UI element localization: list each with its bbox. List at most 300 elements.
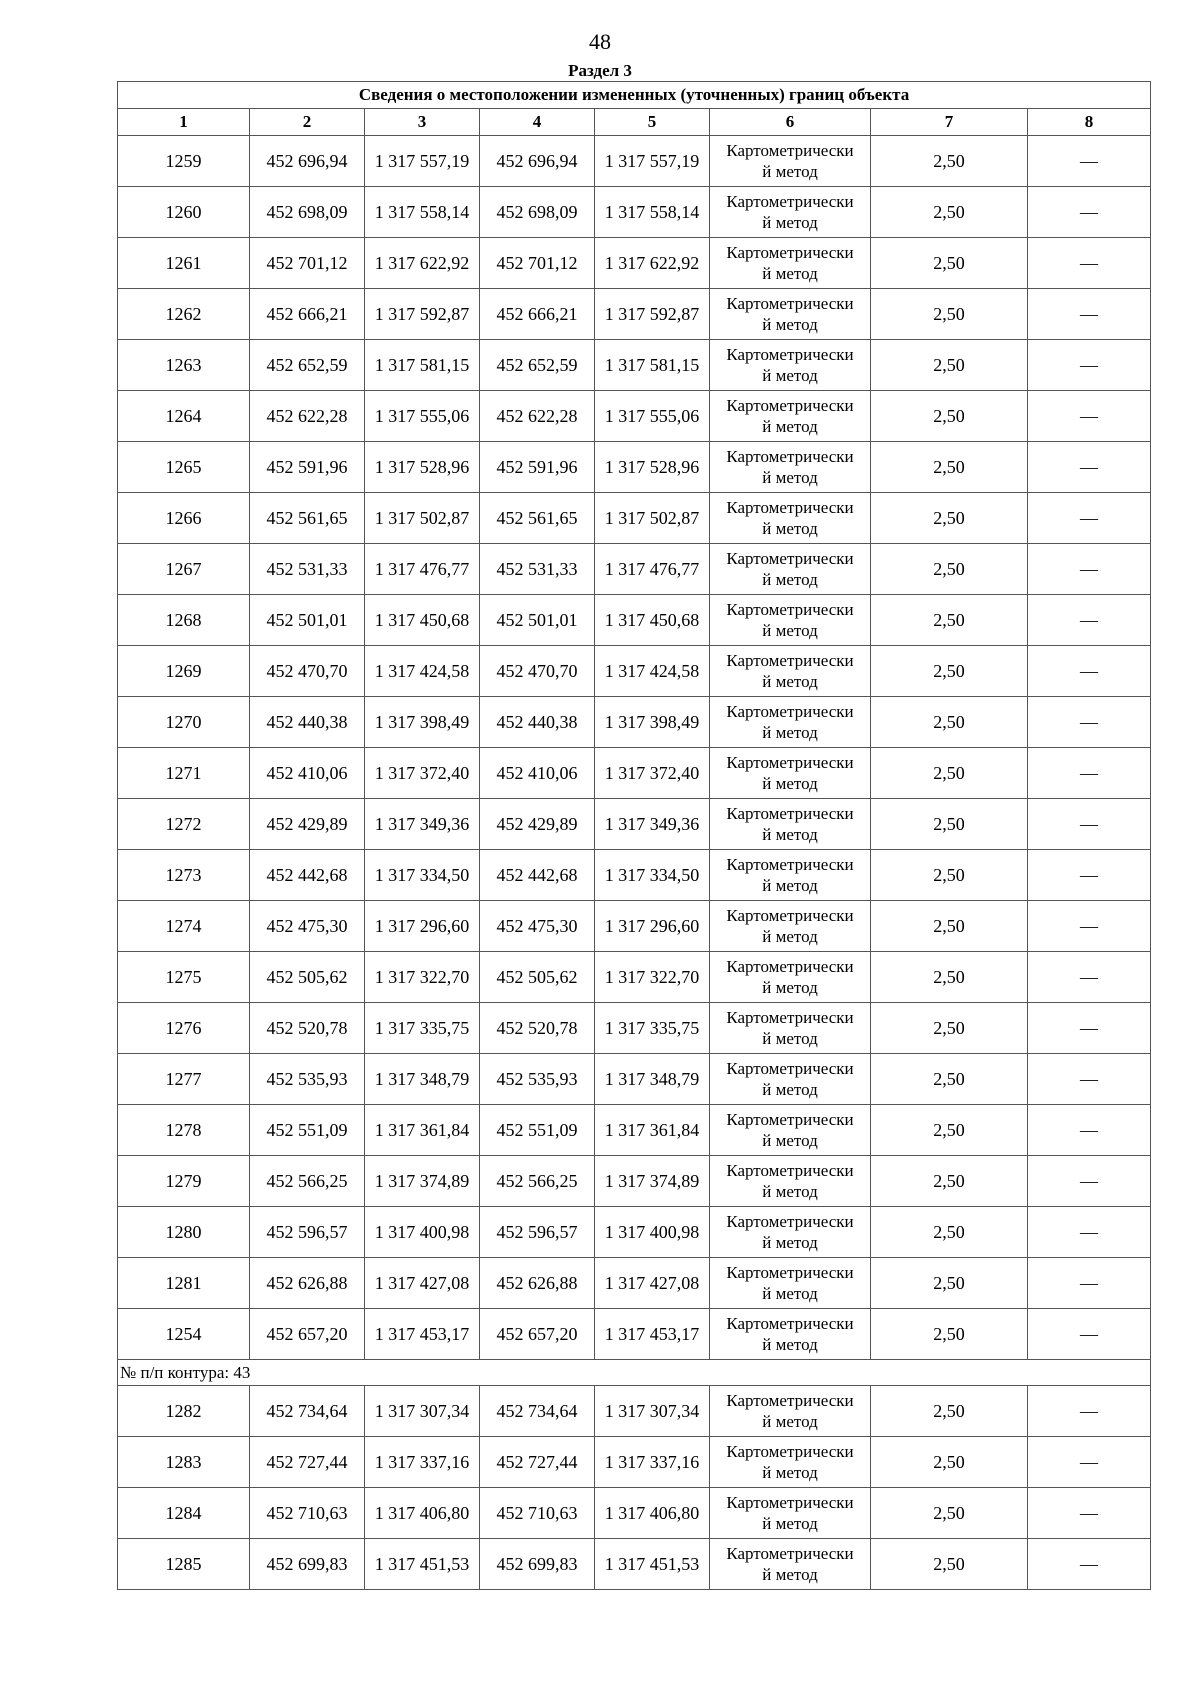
- cell-x-refined: 452 551,09: [480, 1105, 595, 1156]
- cell-accuracy: 2,50: [871, 1207, 1028, 1258]
- cell-accuracy: 2,50: [871, 952, 1028, 1003]
- table-row: [118, 1105, 1151, 1156]
- cell-x-existing: 452 699,83: [250, 1539, 365, 1590]
- method-line-2: й метод: [762, 1335, 818, 1354]
- table-row: [118, 136, 1151, 187]
- cell-description: —: [1028, 289, 1151, 340]
- cell-y-refined: 1 317 557,19: [595, 136, 710, 187]
- cell-accuracy: 2,50: [871, 697, 1028, 748]
- cell-y-refined: 1 317 622,92: [595, 238, 710, 289]
- cell-x-existing: 452 696,94: [250, 136, 365, 187]
- table-row: [118, 697, 1151, 748]
- method-line-1: Картометрически: [726, 651, 854, 670]
- contour-row: [118, 1360, 1151, 1386]
- cell-method: [710, 1207, 871, 1258]
- cell-description: —: [1028, 187, 1151, 238]
- cell-y-existing: 1 317 528,96: [365, 442, 480, 493]
- method-line-1: Картометрически: [726, 243, 854, 262]
- cell-method: [710, 1539, 871, 1590]
- cell-accuracy: 2,50: [871, 1437, 1028, 1488]
- cell-x-refined: 452 652,59: [480, 340, 595, 391]
- method-line-2: й метод: [762, 519, 818, 538]
- cell-y-existing: 1 317 557,19: [365, 136, 480, 187]
- cell-method: [710, 238, 871, 289]
- cell-point-number: 1264: [118, 391, 250, 442]
- cell-description: —: [1028, 646, 1151, 697]
- column-number: 3: [365, 109, 480, 136]
- cell-point-number: 1272: [118, 799, 250, 850]
- cell-accuracy: 2,50: [871, 748, 1028, 799]
- cell-x-existing: 452 566,25: [250, 1156, 365, 1207]
- column-number: 2: [250, 109, 365, 136]
- method-line-1: Картометрически: [726, 1544, 854, 1563]
- cell-description: —: [1028, 1156, 1151, 1207]
- cell-x-existing: 452 501,01: [250, 595, 365, 646]
- cell-x-refined: 452 531,33: [480, 544, 595, 595]
- cell-x-refined: 452 429,89: [480, 799, 595, 850]
- method-line-2: й метод: [762, 570, 818, 589]
- cell-x-refined: 452 505,62: [480, 952, 595, 1003]
- cell-y-existing: 1 317 398,49: [365, 697, 480, 748]
- cell-y-existing: 1 317 453,17: [365, 1309, 480, 1360]
- cell-y-existing: 1 317 335,75: [365, 1003, 480, 1054]
- method-line-2: й метод: [762, 1029, 818, 1048]
- cell-point-number: 1267: [118, 544, 250, 595]
- cell-method: [710, 1488, 871, 1539]
- cell-x-refined: 452 710,63: [480, 1488, 595, 1539]
- method-line-1: Картометрически: [726, 345, 854, 364]
- table-row: [118, 1386, 1151, 1437]
- cell-accuracy: 2,50: [871, 1156, 1028, 1207]
- cell-method: [710, 289, 871, 340]
- cell-description: —: [1028, 544, 1151, 595]
- cell-x-refined: 452 440,38: [480, 697, 595, 748]
- cell-method: [710, 1003, 871, 1054]
- cell-point-number: 1280: [118, 1207, 250, 1258]
- table-row: [118, 901, 1151, 952]
- method-line-1: Картометрически: [726, 141, 854, 160]
- cell-x-existing: 452 429,89: [250, 799, 365, 850]
- cell-x-refined: 452 734,64: [480, 1386, 595, 1437]
- method-line-1: Картометрически: [726, 396, 854, 415]
- method-line-1: Картометрически: [726, 447, 854, 466]
- method-line-2: й метод: [762, 1284, 818, 1303]
- cell-method: [710, 799, 871, 850]
- cell-x-refined: 452 535,93: [480, 1054, 595, 1105]
- cell-y-refined: 1 317 453,17: [595, 1309, 710, 1360]
- cell-method: [710, 1386, 871, 1437]
- cell-x-refined: 452 657,20: [480, 1309, 595, 1360]
- table-row: [118, 799, 1151, 850]
- cell-method: [710, 442, 871, 493]
- table-row: [118, 1258, 1151, 1309]
- method-line-1: Картометрически: [726, 1442, 854, 1461]
- column-number: 1: [118, 109, 250, 136]
- cell-method: [710, 187, 871, 238]
- method-line-2: й метод: [762, 672, 818, 691]
- table-caption: Сведения о местоположении измененных (уточненных) границ объекта: [118, 82, 1151, 109]
- cell-description: —: [1028, 493, 1151, 544]
- cell-y-existing: 1 317 372,40: [365, 748, 480, 799]
- method-line-1: Картометрически: [726, 1493, 854, 1512]
- cell-x-existing: 452 734,64: [250, 1386, 365, 1437]
- cell-y-existing: 1 317 307,34: [365, 1386, 480, 1437]
- cell-y-refined: 1 317 322,70: [595, 952, 710, 1003]
- cell-x-existing: 452 561,65: [250, 493, 365, 544]
- cell-accuracy: 2,50: [871, 799, 1028, 850]
- cell-x-existing: 452 470,70: [250, 646, 365, 697]
- cell-x-existing: 452 520,78: [250, 1003, 365, 1054]
- method-line-1: Картометрически: [726, 702, 854, 721]
- cell-y-existing: 1 317 581,15: [365, 340, 480, 391]
- table-row: [118, 1156, 1151, 1207]
- column-number: 6: [710, 109, 871, 136]
- method-line-1: Картометрически: [726, 1263, 854, 1282]
- cell-method: [710, 493, 871, 544]
- table-row: [118, 289, 1151, 340]
- table-row: [118, 1539, 1151, 1590]
- cell-description: —: [1028, 748, 1151, 799]
- cell-description: —: [1028, 952, 1151, 1003]
- cell-method: [710, 1054, 871, 1105]
- cell-accuracy: 2,50: [871, 136, 1028, 187]
- cell-x-existing: 452 657,20: [250, 1309, 365, 1360]
- cell-accuracy: 2,50: [871, 1309, 1028, 1360]
- cell-x-existing: 452 551,09: [250, 1105, 365, 1156]
- cell-y-existing: 1 317 558,14: [365, 187, 480, 238]
- cell-y-existing: 1 317 400,98: [365, 1207, 480, 1258]
- cell-accuracy: 2,50: [871, 1105, 1028, 1156]
- cell-method: [710, 595, 871, 646]
- table-row: [118, 646, 1151, 697]
- cell-point-number: 1282: [118, 1386, 250, 1437]
- cell-x-refined: 452 520,78: [480, 1003, 595, 1054]
- table-row: [118, 1309, 1151, 1360]
- cell-method: [710, 901, 871, 952]
- cell-point-number: 1275: [118, 952, 250, 1003]
- cell-y-refined: 1 317 398,49: [595, 697, 710, 748]
- cell-y-existing: 1 317 451,53: [365, 1539, 480, 1590]
- cell-point-number: 1263: [118, 340, 250, 391]
- cell-y-refined: 1 317 558,14: [595, 187, 710, 238]
- cell-x-refined: 452 666,21: [480, 289, 595, 340]
- cell-description: —: [1028, 1105, 1151, 1156]
- cell-x-existing: 452 535,93: [250, 1054, 365, 1105]
- table-row: [118, 1488, 1151, 1539]
- cell-accuracy: 2,50: [871, 1539, 1028, 1590]
- cell-y-refined: 1 317 476,77: [595, 544, 710, 595]
- cell-point-number: 1271: [118, 748, 250, 799]
- table-caption-row: [118, 82, 1151, 109]
- cell-x-refined: 452 442,68: [480, 850, 595, 901]
- cell-y-refined: 1 317 337,16: [595, 1437, 710, 1488]
- cell-y-refined: 1 317 502,87: [595, 493, 710, 544]
- cell-y-refined: 1 317 406,80: [595, 1488, 710, 1539]
- method-line-1: Картометрически: [726, 1314, 854, 1333]
- cell-accuracy: 2,50: [871, 1258, 1028, 1309]
- cell-point-number: 1278: [118, 1105, 250, 1156]
- method-line-1: Картометрически: [726, 906, 854, 925]
- method-line-2: й метод: [762, 315, 818, 334]
- cell-x-existing: 452 440,38: [250, 697, 365, 748]
- method-line-1: Картометрически: [726, 294, 854, 313]
- method-line-2: й метод: [762, 978, 818, 997]
- cell-x-refined: 452 701,12: [480, 238, 595, 289]
- cell-description: —: [1028, 1309, 1151, 1360]
- cell-x-existing: 452 442,68: [250, 850, 365, 901]
- method-line-1: Картометрически: [726, 957, 854, 976]
- method-line-2: й метод: [762, 162, 818, 181]
- method-line-2: й метод: [762, 774, 818, 793]
- cell-method: [710, 952, 871, 1003]
- cell-y-refined: 1 317 555,06: [595, 391, 710, 442]
- cell-y-existing: 1 317 406,80: [365, 1488, 480, 1539]
- cell-point-number: 1260: [118, 187, 250, 238]
- column-number: 7: [871, 109, 1028, 136]
- table-row: [118, 1207, 1151, 1258]
- cell-x-existing: 452 710,63: [250, 1488, 365, 1539]
- cell-method: [710, 1156, 871, 1207]
- cell-y-existing: 1 317 334,50: [365, 850, 480, 901]
- cell-y-refined: 1 317 335,75: [595, 1003, 710, 1054]
- cell-description: —: [1028, 1054, 1151, 1105]
- method-line-2: й метод: [762, 213, 818, 232]
- cell-accuracy: 2,50: [871, 544, 1028, 595]
- method-line-2: й метод: [762, 1565, 818, 1584]
- cell-description: —: [1028, 442, 1151, 493]
- cell-description: —: [1028, 1386, 1151, 1437]
- cell-method: [710, 136, 871, 187]
- cell-point-number: 1259: [118, 136, 250, 187]
- cell-description: —: [1028, 136, 1151, 187]
- cell-point-number: 1277: [118, 1054, 250, 1105]
- cell-x-existing: 452 591,96: [250, 442, 365, 493]
- cell-y-existing: 1 317 424,58: [365, 646, 480, 697]
- cell-method: [710, 391, 871, 442]
- table-row: [118, 238, 1151, 289]
- cell-x-refined: 452 626,88: [480, 1258, 595, 1309]
- method-line-2: й метод: [762, 264, 818, 283]
- cell-point-number: 1281: [118, 1258, 250, 1309]
- cell-y-existing: 1 317 322,70: [365, 952, 480, 1003]
- cell-y-refined: 1 317 374,89: [595, 1156, 710, 1207]
- cell-accuracy: 2,50: [871, 391, 1028, 442]
- cell-method: [710, 850, 871, 901]
- contour-label: № п/п контура: 43: [118, 1360, 1151, 1386]
- cell-y-existing: 1 317 450,68: [365, 595, 480, 646]
- cell-x-existing: 452 698,09: [250, 187, 365, 238]
- cell-accuracy: 2,50: [871, 1488, 1028, 1539]
- cell-y-existing: 1 317 296,60: [365, 901, 480, 952]
- cell-y-refined: 1 317 451,53: [595, 1539, 710, 1590]
- cell-x-existing: 452 652,59: [250, 340, 365, 391]
- column-number: 4: [480, 109, 595, 136]
- cell-x-refined: 452 561,65: [480, 493, 595, 544]
- cell-method: [710, 544, 871, 595]
- cell-x-existing: 452 505,62: [250, 952, 365, 1003]
- cell-method: [710, 1309, 871, 1360]
- cell-description: —: [1028, 1003, 1151, 1054]
- cell-method: [710, 340, 871, 391]
- table-row: [118, 340, 1151, 391]
- cell-x-refined: 452 501,01: [480, 595, 595, 646]
- cell-y-refined: 1 317 427,08: [595, 1258, 710, 1309]
- cell-y-refined: 1 317 348,79: [595, 1054, 710, 1105]
- cell-accuracy: 2,50: [871, 187, 1028, 238]
- method-line-2: й метод: [762, 1412, 818, 1431]
- cell-point-number: 1285: [118, 1539, 250, 1590]
- cell-description: —: [1028, 1437, 1151, 1488]
- cell-point-number: 1283: [118, 1437, 250, 1488]
- cell-y-existing: 1 317 622,92: [365, 238, 480, 289]
- cell-point-number: 1269: [118, 646, 250, 697]
- method-line-2: й метод: [762, 417, 818, 436]
- cell-y-refined: 1 317 450,68: [595, 595, 710, 646]
- cell-x-existing: 452 475,30: [250, 901, 365, 952]
- cell-point-number: 1268: [118, 595, 250, 646]
- cell-point-number: 1276: [118, 1003, 250, 1054]
- table-row: [118, 187, 1151, 238]
- method-line-1: Картометрически: [726, 804, 854, 823]
- cell-y-existing: 1 317 555,06: [365, 391, 480, 442]
- method-line-1: Картометрически: [726, 498, 854, 517]
- column-numbers-row: [118, 109, 1151, 136]
- cell-y-refined: 1 317 424,58: [595, 646, 710, 697]
- method-line-1: Картометрически: [726, 753, 854, 772]
- cell-y-refined: 1 317 372,40: [595, 748, 710, 799]
- method-line-1: Картометрически: [726, 1059, 854, 1078]
- table-row: [118, 748, 1151, 799]
- cell-y-refined: 1 317 528,96: [595, 442, 710, 493]
- cell-description: —: [1028, 238, 1151, 289]
- cell-y-existing: 1 317 361,84: [365, 1105, 480, 1156]
- cell-y-refined: 1 317 334,50: [595, 850, 710, 901]
- cell-x-existing: 452 626,88: [250, 1258, 365, 1309]
- cell-y-refined: 1 317 349,36: [595, 799, 710, 850]
- cell-description: —: [1028, 799, 1151, 850]
- boundary-coordinates-table: [117, 81, 1151, 1590]
- cell-y-existing: 1 317 337,16: [365, 1437, 480, 1488]
- cell-method: [710, 748, 871, 799]
- cell-description: —: [1028, 1539, 1151, 1590]
- cell-y-existing: 1 317 592,87: [365, 289, 480, 340]
- cell-y-refined: 1 317 400,98: [595, 1207, 710, 1258]
- page-number: 48: [589, 29, 611, 54]
- cell-point-number: 1284: [118, 1488, 250, 1539]
- cell-accuracy: 2,50: [871, 595, 1028, 646]
- cell-accuracy: 2,50: [871, 493, 1028, 544]
- cell-y-refined: 1 317 307,34: [595, 1386, 710, 1437]
- cell-point-number: 1279: [118, 1156, 250, 1207]
- cell-description: —: [1028, 1207, 1151, 1258]
- cell-method: [710, 1437, 871, 1488]
- method-line-2: й метод: [762, 621, 818, 640]
- method-line-2: й метод: [762, 468, 818, 487]
- cell-description: —: [1028, 1488, 1151, 1539]
- cell-x-refined: 452 698,09: [480, 187, 595, 238]
- method-line-2: й метод: [762, 1514, 818, 1533]
- method-line-2: й метод: [762, 366, 818, 385]
- cell-x-existing: 452 596,57: [250, 1207, 365, 1258]
- method-line-2: й метод: [762, 1131, 818, 1150]
- cell-x-existing: 452 666,21: [250, 289, 365, 340]
- table-row: [118, 391, 1151, 442]
- cell-x-existing: 452 727,44: [250, 1437, 365, 1488]
- table-row: [118, 442, 1151, 493]
- method-line-1: Картометрически: [726, 1391, 854, 1410]
- cell-description: —: [1028, 391, 1151, 442]
- cell-description: —: [1028, 901, 1151, 952]
- cell-y-existing: 1 317 348,79: [365, 1054, 480, 1105]
- cell-y-existing: 1 317 502,87: [365, 493, 480, 544]
- cell-point-number: 1274: [118, 901, 250, 952]
- cell-point-number: 1270: [118, 697, 250, 748]
- cell-y-existing: 1 317 476,77: [365, 544, 480, 595]
- table-row: [118, 952, 1151, 1003]
- cell-point-number: 1261: [118, 238, 250, 289]
- cell-x-refined: 452 475,30: [480, 901, 595, 952]
- table-row: [118, 544, 1151, 595]
- cell-accuracy: 2,50: [871, 1054, 1028, 1105]
- cell-accuracy: 2,50: [871, 289, 1028, 340]
- cell-description: —: [1028, 1258, 1151, 1309]
- cell-point-number: 1266: [118, 493, 250, 544]
- method-line-2: й метод: [762, 723, 818, 742]
- table-row: [118, 850, 1151, 901]
- table-row: [118, 493, 1151, 544]
- cell-accuracy: 2,50: [871, 340, 1028, 391]
- cell-y-existing: 1 317 349,36: [365, 799, 480, 850]
- cell-accuracy: 2,50: [871, 1003, 1028, 1054]
- cell-x-refined: 452 591,96: [480, 442, 595, 493]
- cell-method: [710, 697, 871, 748]
- cell-accuracy: 2,50: [871, 1386, 1028, 1437]
- cell-x-existing: 452 701,12: [250, 238, 365, 289]
- method-line-2: й метод: [762, 1182, 818, 1201]
- cell-x-existing: 452 622,28: [250, 391, 365, 442]
- column-number: 8: [1028, 109, 1151, 136]
- cell-point-number: 1254: [118, 1309, 250, 1360]
- method-line-2: й метод: [762, 1080, 818, 1099]
- cell-x-refined: 452 470,70: [480, 646, 595, 697]
- column-number: 5: [595, 109, 710, 136]
- cell-accuracy: 2,50: [871, 442, 1028, 493]
- table-row: [118, 595, 1151, 646]
- method-line-2: й метод: [762, 927, 818, 946]
- method-line-1: Картометрически: [726, 549, 854, 568]
- method-line-2: й метод: [762, 1233, 818, 1252]
- cell-x-existing: 452 531,33: [250, 544, 365, 595]
- cell-method: [710, 1258, 871, 1309]
- cell-y-existing: 1 317 427,08: [365, 1258, 480, 1309]
- section-title: Раздел 3: [568, 61, 632, 80]
- cell-description: —: [1028, 697, 1151, 748]
- method-line-2: й метод: [762, 825, 818, 844]
- cell-x-refined: 452 699,83: [480, 1539, 595, 1590]
- method-line-1: Картометрически: [726, 1161, 854, 1180]
- cell-point-number: 1262: [118, 289, 250, 340]
- cell-method: [710, 646, 871, 697]
- cell-x-refined: 452 410,06: [480, 748, 595, 799]
- cell-point-number: 1273: [118, 850, 250, 901]
- method-line-1: Картометрически: [726, 1008, 854, 1027]
- cell-accuracy: 2,50: [871, 646, 1028, 697]
- cell-y-existing: 1 317 374,89: [365, 1156, 480, 1207]
- cell-y-refined: 1 317 296,60: [595, 901, 710, 952]
- cell-accuracy: 2,50: [871, 901, 1028, 952]
- cell-y-refined: 1 317 361,84: [595, 1105, 710, 1156]
- method-line-1: Картометрически: [726, 1110, 854, 1129]
